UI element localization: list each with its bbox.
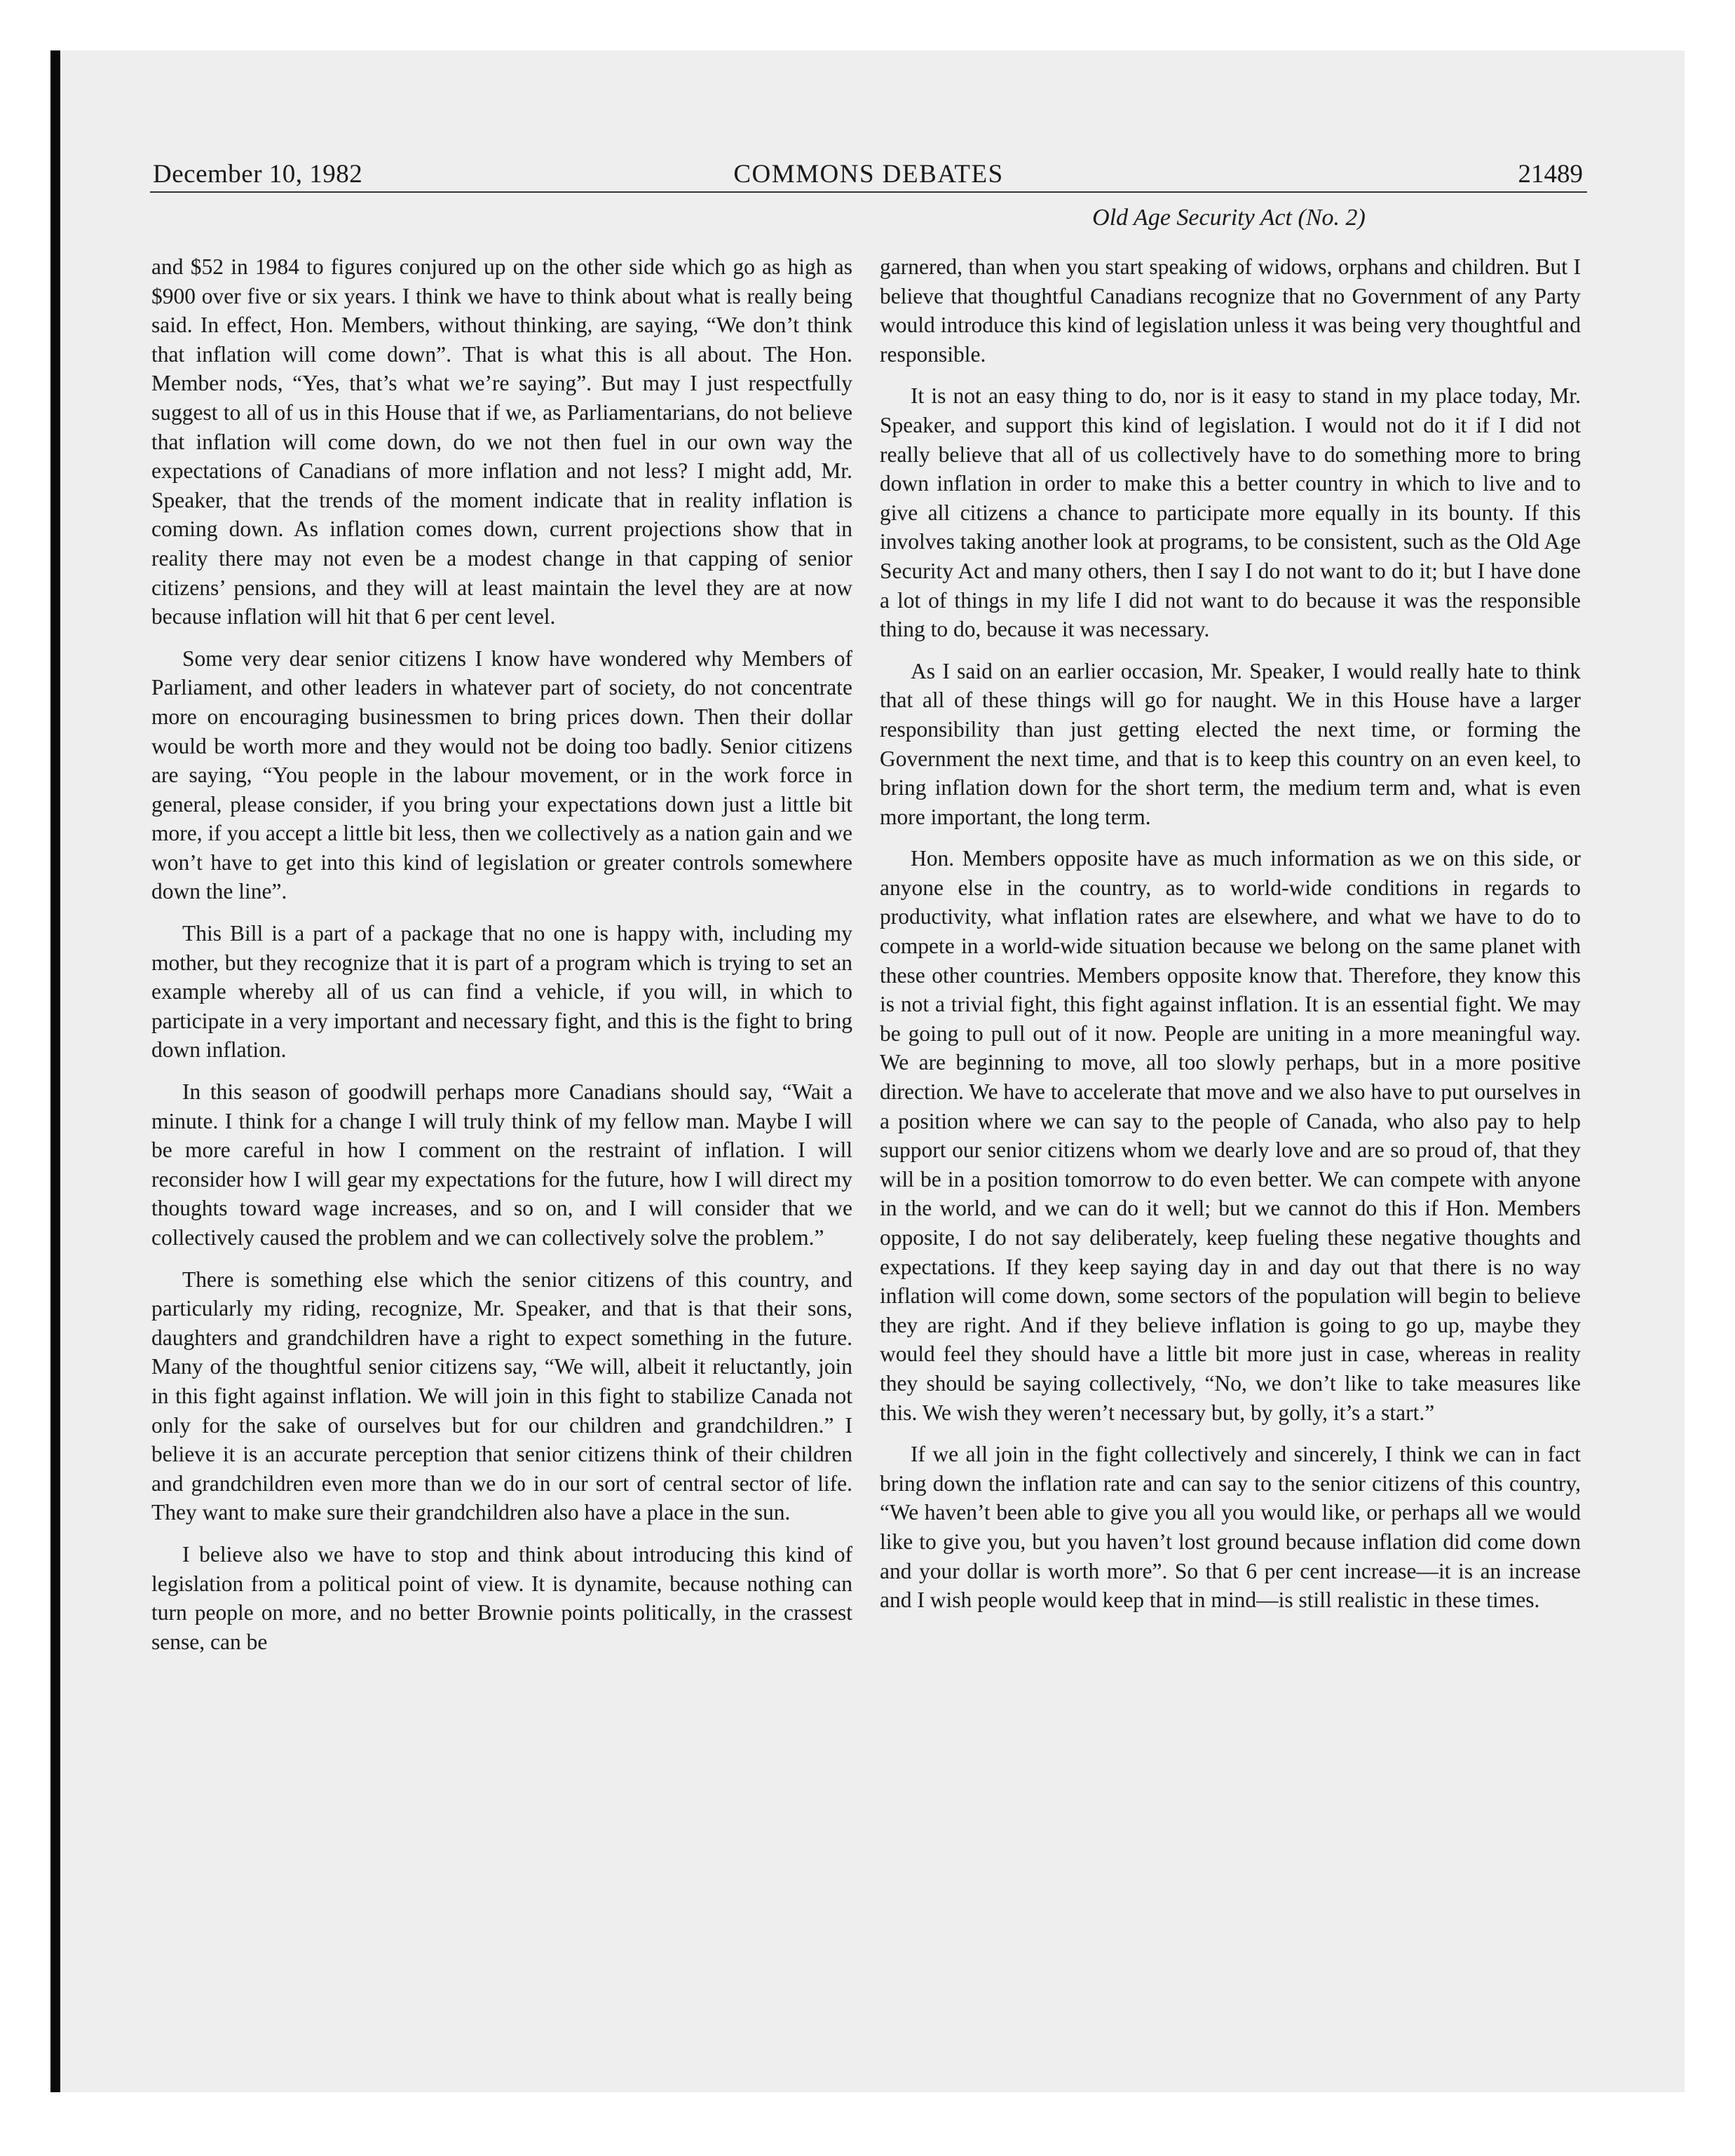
paragraph: In this season of goodwill perhaps more Canadians should say, “Wait a minute. I think for a change I will truly think of my fellow man. Maybe I will be more careful in how I comment on the restraint of inflation. I will reconsider how I will gear my expectations for the future, how I will direct my thoughts toward wage increases, and so on, and I will consider that we collectively caused the problem and we can collectively solve the problem.” [151, 1079, 852, 1250]
left-column [151, 252, 852, 1669]
paragraph: This Bill is a part of a package that no one is happy with, including my mother, but they recognize that it is part of a program which is trying to set an example whereby all of us can find a vehicle, if you will, in which to participate in a very important and necessary fight, and this is the fight to bring down inflation. [151, 921, 852, 1063]
binding-edge [50, 50, 60, 2092]
page-header [150, 156, 1587, 193]
paragraph: It is not an easy thing to do, nor is it easy to stand in my place today, Mr. Speaker, and support this kind of legislation. I would not do it if I did not really believe that all of us collectively have to do something more to bring down inflation in order to make this a better country in which to live and to give all citizens a chance to participate more equally in its bounty. If this involves taking another look at programs, to be consistent, such as the Old Age Security Act and many others, then I say I do not want to do it; but I have done a lot of things in my life I did not want to do because it was the responsible thing to do, because it was necessary. [880, 383, 1581, 642]
header-page-number: 21489 [1518, 160, 1583, 189]
paragraph: There is something else which the senior citizens of this country, and particularly my riding, recognize, Mr. Speaker, and that is that their sons, daughters and grandchildren have a right to expect something in the future. Many of the thoughtful senior citizens say, “We will, albeit it reluctantly, join in this fight against inflation. We will join in this fight to stabilize Canada not only for the sake of ourselves but for our children and grandchildren.” I believe it is an accurate perception that senior citizens think of their children and grandchildren even more than we do in our sort of central sector of life. They want to make sure their grandchildren also have a place in the sun. [151, 1267, 852, 1525]
paragraph: As I said on an earlier occasion, Mr. Speaker, I would really hate to think that all of these things will go for naught. We in this House have a larger responsibility than just getting elected the next time, or forming the Government the next time, and that is to keep this country on an even keel, to bring inflation down for the short term, the medium term and, what is even more important, the long term. [880, 658, 1581, 829]
paragraph: garnered, than when you start speaking of widows, orphans and children. But I believe that thoughtful Canadians recognize that no Government of any Party would introduce this kind of legislation unless it was being very thoughtful and responsible. [880, 254, 1581, 367]
header-date: December 10, 1982 [153, 160, 363, 189]
paragraph: Some very dear senior citizens I know have wondered why Members of Parliament, and other leaders in whatever part of society, do not concentrate more on encouraging businessmen to bring prices down. Then their dollar would be worth more and they would not be doing too badly. Senior citizens are saying, “You people in the labour movement, or in the work force in general, please consider, if you bring your expectations down just a little bit more, if you accept a little bit less, then we collectively as a nation gain and we won’t have to get into this kind of legislation or greater controls somewhere down the line”. [151, 646, 852, 904]
paragraph: If we all join in the fight collectively and sincerely, I think we can in fact bring down the inflation rate and can say to the senior citizens of this country, “We haven’t been able to give you all you would like, or perhaps all we would like to give you, but you haven’t lost ground because inflation did come down and your dollar is worth more”. So that 6 per cent increase—it is an increase and I wish people would keep that in mind—is still realistic in these times. [880, 1442, 1581, 1613]
running-head: Old Age Security Act (No. 2) [1092, 205, 1366, 231]
header-publication: COMMONS DEBATES [733, 160, 1004, 189]
paragraph: Hon. Members opposite have as much information as we on this side, or anyone else in the country, as to world-wide conditions in regards to productivity, what inflation rates are elsewhere, and what we have to do to compete in a world-wide situation because we belong on the same planet with these other countries. Members opposite know that. Therefore, they know this is not a trivial fight, this fight against inflation. It is an essential fight. We may be going to pull out of it now. People are uniting in a more meaningful way. We are beginning to move, all too slowly perhaps, but in a more positive direction. We have to accelerate that move and we also have to put ourselves in a position where we can say to the people of Canada, who also pay to help support our senior citizens whom we dearly love and are so proud of, that they will be in a position tomorrow to do even better. We can compete with anyone in the world, and we can do it well; but we cannot do this if Hon. Members opposite, I do not say deliberately, keep fueling these negative thoughts and expectations. If they keep saying day in and day out that there is no way inflation will come down, some sectors of the population will begin to believe they are right. And if they believe inflation is going to go up, maybe they would feel they should have a little bit more just in case, whereas in reality they should be saying collectively, “No, we don’t like to take measures like this. We wish they weren’t necessary but, by golly, it’s a start.” [880, 846, 1581, 1425]
paragraph: I believe also we have to stop and think about introducing this kind of legislation from a political point of view. It is dynamite, because nothing can turn people on more, and no better Brownie points politically, in the crassest sense, can be [151, 1541, 852, 1654]
paragraph: and $52 in 1984 to figures conjured up on the other side which go as high as $900 over five or six years. I think we have to think about what is really being said. In effect, Hon. Members, without thinking, are saying, “We don’t think that inflation will come down”. That is what this is all about. The Hon. Member nods, “Yes, that’s what we’re saying”. But may I just respectfully suggest to all of us in this House that if we, as Parliamentarians, do not believe that inflation will come down, do we not then fuel in our own way the expectations of Canadians of more inflation and not less? I might add, Mr. Speaker, that the trends of the moment indicate that in reality inflation is coming down. As inflation comes down, current projections show that in reality there may not even be a modest change in that capping of senior citizens’ pensions, and they will at least maintain the level they are at now because inflation will hit that 6 per cent level. [151, 254, 852, 629]
right-column [880, 252, 1581, 1628]
